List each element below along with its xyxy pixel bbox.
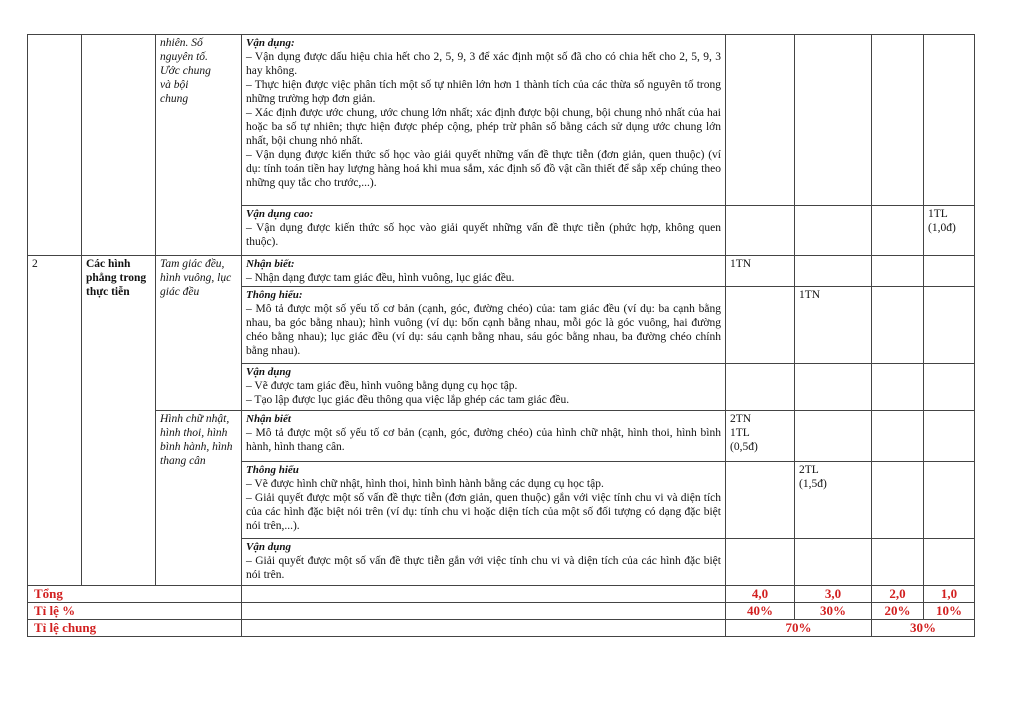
count-cell: 2TL (1,5đ): [795, 462, 872, 539]
count-cell: [795, 256, 872, 287]
content-cell: Hình chữ nhật, hình thoi, hình bình hành, hình thang cân: [156, 411, 242, 586]
requirement-cell: Thông hiểu: – Mô tả được một số yếu tố cơ bản (cạnh, góc, đường chéo) của: tam giác đều (ví dụ: ba cạnh bằng nhau, ba góc bằng nhau); hình vuông (ví dụ: bốn cạnh bằng nhau, mỗi góc là góc vuông, hai đường chéo bằng nhau); lục giác đều (ví dụ: sáu cạnh bằng nhau, sáu góc bằng nhau, ba đường chéo chính bằng nhau).: [242, 287, 726, 364]
overall-percent-row: [28, 620, 975, 637]
level-label: Vận dụng cao:: [246, 208, 314, 220]
overall-percent-value: 30%: [872, 620, 975, 637]
total-value: 3,0: [795, 586, 872, 603]
table-row: [28, 35, 975, 206]
overall-percent-value: 70%: [726, 620, 872, 637]
requirement-cell: Vận dụng: – Vận dụng được dấu hiệu chia hết cho 2, 5, 9, 3 để xác định một số đã cho có chia hết cho 2, 5, 9, 3 hay không. – Thực hiện được việc phân tích một số tự nhiên lớn hơn 1 thành tích của các thừa số nguyên tố trong những trường hợp đơn giản. – Xác định được ước chung, ước chung lớn nhất; xác định được bội chung, bội chung nhỏ nhất của hai hoặc ba số tự nhiên; thực hiện được phép cộng, phép trừ phân số bằng cách sử dụng ước chung lớn nhất, bội chung nhỏ nhất. – Vận dụng được kiến thức số học vào giải quyết những vấn đề thực tiễn (đơn giản, quen thuộc) (ví dụ: tính toán tiền hay lượng hàng hoá khi mua sắm, xác định số đồ vật cần thiết để sắp xếp chúng theo những quy tắc cho trước,...).: [242, 35, 726, 206]
count-cell: 1TN: [795, 287, 872, 364]
requirement-cell: Nhận biết – Mô tả được một số yếu tố cơ bản (cạnh, góc, đường chéo) của hình chữ nhật, hình thoi, hình bình hành, hình thang cân.: [242, 411, 726, 462]
count-cell: [872, 287, 924, 364]
count-cell: 2TN 1TL (0,5đ): [726, 411, 795, 462]
count-cell: [726, 206, 795, 256]
topic-number-cell: [28, 35, 82, 256]
total-value: 4,0: [726, 586, 795, 603]
topic-number: 2: [28, 256, 82, 586]
percent-label: Tỉ lệ %: [28, 603, 242, 620]
count-cell: [726, 462, 795, 539]
percent-row: [28, 603, 975, 620]
requirement-cell: Nhận biết: – Nhận dạng được tam giác đều, hình vuông, lục giác đều.: [242, 256, 726, 287]
count-cell: [872, 35, 924, 206]
exam-matrix-table: [27, 34, 975, 637]
level-label: Nhận biết: [246, 413, 291, 425]
count-cell: [795, 206, 872, 256]
level-label: Vận dụng: [246, 366, 291, 378]
count-cell: [872, 462, 924, 539]
content-cell: Tam giác đều, hình vuông, lục giác đều: [156, 256, 242, 411]
count-cell: 1TN: [726, 256, 795, 287]
count-cell: [924, 539, 975, 586]
overall-percent-label: Tỉ lệ chung: [28, 620, 242, 637]
count-cell: [726, 539, 795, 586]
count-cell: [872, 206, 924, 256]
count-cell: [795, 539, 872, 586]
requirement-cell: Vận dụng cao: – Vận dụng được kiến thức số học vào giải quyết những vấn đề thực tiễn (phức hợp, không quen thuộc).: [242, 206, 726, 256]
percent-value: 40%: [726, 603, 795, 620]
level-label: Thông hiểu:: [246, 289, 303, 301]
percent-value: 20%: [872, 603, 924, 620]
count-cell: [924, 462, 975, 539]
total-value: 2,0: [872, 586, 924, 603]
percent-blank-cell: [242, 603, 726, 620]
count-cell: [872, 256, 924, 287]
count-cell: [924, 287, 975, 364]
level-label: Vận dụng: [246, 541, 291, 553]
count-cell: [872, 411, 924, 462]
count-cell: [795, 411, 872, 462]
topic-name-cell: [82, 35, 156, 256]
count-cell: [726, 287, 795, 364]
percent-value: 30%: [795, 603, 872, 620]
content-cell-numbers: nhiên. Số nguyên tố. Ước chung và bội chung: [156, 35, 242, 256]
percent-value: 10%: [924, 603, 975, 620]
count-cell: [726, 364, 795, 411]
count-cell: [924, 256, 975, 287]
count-cell: [924, 364, 975, 411]
topic-name: Các hình phẳng trong thực tiễn: [82, 256, 156, 586]
count-cell: [795, 364, 872, 411]
count-cell: [795, 35, 872, 206]
requirement-cell: Vận dụng – Vẽ được tam giác đều, hình vuông bằng dụng cụ học tập. – Tạo lập được lục giác đều thông qua việc lắp ghép các tam giác đều.: [242, 364, 726, 411]
table-row: [28, 256, 975, 287]
overall-blank-cell: [242, 620, 726, 637]
level-label: Thông hiểu: [246, 464, 299, 476]
requirement-cell: Thông hiểu – Vẽ được hình chữ nhật, hình thoi, hình bình hành bằng các dụng cụ học tập. – Giải quyết được một số vấn đề thực tiễn (đơn giản, quen thuộc) gắn với việc tính chu vi và diện tích của các hình đặc biệt nói trên (ví dụ: tính chu vi hoặc diện tích của một số đối tượng có dạng đặc biệt nói trên,...).: [242, 462, 726, 539]
count-cell: [872, 364, 924, 411]
level-label: Vận dụng:: [246, 37, 295, 49]
level-label: Nhận biết:: [246, 258, 295, 270]
count-cell: [872, 539, 924, 586]
count-cell: [924, 35, 975, 206]
requirement-cell: Vận dụng – Giải quyết được một số vấn đề thực tiễn gắn với việc tính chu vi và diện tích của các hình đặc biệt nói trên.: [242, 539, 726, 586]
count-cell: [924, 411, 975, 462]
count-cell: [726, 35, 795, 206]
total-value: 1,0: [924, 586, 975, 603]
total-label: Tổng: [28, 586, 242, 603]
count-cell: 1TL (1,0đ): [924, 206, 975, 256]
total-row: [28, 586, 975, 603]
table-row: [28, 411, 975, 462]
total-blank-cell: [242, 586, 726, 603]
